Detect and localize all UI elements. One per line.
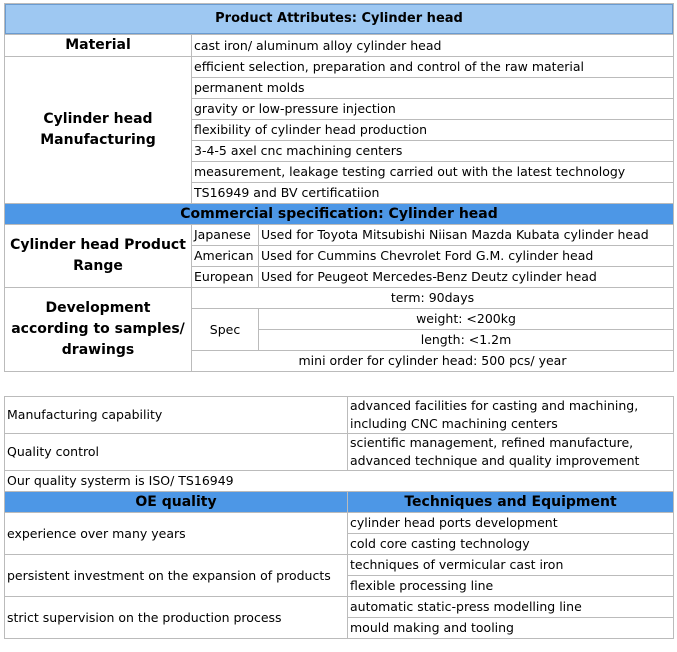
technique-item: techniques of vermicular cast iron <box>348 555 673 575</box>
oe-quality-item: persistent investment on the expansion of products <box>5 555 347 596</box>
mini-order-value: mini order for cylinder head: 500 pcs/ year <box>192 351 673 371</box>
manufacturing-capability-value: advanced facilities for casting and machining, including CNC machining centers <box>348 397 673 433</box>
region-label: European <box>192 267 258 287</box>
commercial-spec-title: Commercial specification: Cylinder head <box>5 204 673 224</box>
manufacturing-item: TS16949 and BV certificatiion <box>192 183 673 203</box>
region-usage: Used for Cummins Chevrolet Ford G.M. cylinder head <box>259 246 673 266</box>
length-value: length: <1.2m <box>259 330 673 350</box>
material-label: Material <box>5 35 191 56</box>
term-value: term: 90days <box>192 288 673 308</box>
manufacturing-item: flexibility of cylinder head production <box>192 120 673 140</box>
manufacturing-item: permanent molds <box>192 78 673 98</box>
technique-item: flexible processing line <box>348 576 673 596</box>
technique-item: cold core casting technology <box>348 534 673 554</box>
region-label: Japanese <box>192 225 258 245</box>
manufacturing-label: Cylinder head Manufacturing <box>5 57 191 203</box>
quality-control-label: Quality control <box>5 434 347 470</box>
technique-item: cylinder head ports development <box>348 513 673 533</box>
product-attributes-title: Product Attributes: Cylinder head <box>5 4 673 34</box>
weight-value: weight: <200kg <box>259 309 673 329</box>
product-range-label: Cylinder head Product Range <box>5 225 191 287</box>
manufacturing-capability-label: Manufacturing capability <box>5 397 347 433</box>
oe-quality-item: strict supervision on the production process <box>5 597 347 638</box>
region-label: American <box>192 246 258 266</box>
region-usage: Used for Peugeot Mercedes-Benz Deutz cylinder head <box>259 267 673 287</box>
oe-quality-item: experience over many years <box>5 513 347 554</box>
product-attributes-table <box>4 3 674 372</box>
oe-quality-header: OE quality <box>5 492 347 512</box>
development-label: Development according to samples/ drawings <box>5 288 191 371</box>
manufacturing-item: 3-4-5 axel cnc machining centers <box>192 141 673 161</box>
spec-label: Spec <box>192 309 258 350</box>
techniques-header: Techniques and Equipment <box>348 492 673 512</box>
manufacturing-item: gravity or low-pressure injection <box>192 99 673 119</box>
technique-item: mould making and tooling <box>348 618 673 638</box>
material-value: cast iron/ aluminum alloy cylinder head <box>192 35 673 56</box>
technique-item: automatic static-press modelling line <box>348 597 673 617</box>
quality-control-value: scientific management, refined manufacture, advanced technique and quality improvement <box>348 434 673 470</box>
manufacturing-item: efficient selection, preparation and control of the raw material <box>192 57 673 77</box>
quality-system-text: Our quality systerm is ISO/ TS16949 <box>5 471 673 491</box>
quality-table <box>4 396 674 639</box>
region-usage: Used for Toyota Mitsubishi Niisan Mazda Kubata cylinder head <box>259 225 673 245</box>
manufacturing-item: measurement, leakage testing carried out with the latest technology <box>192 162 673 182</box>
